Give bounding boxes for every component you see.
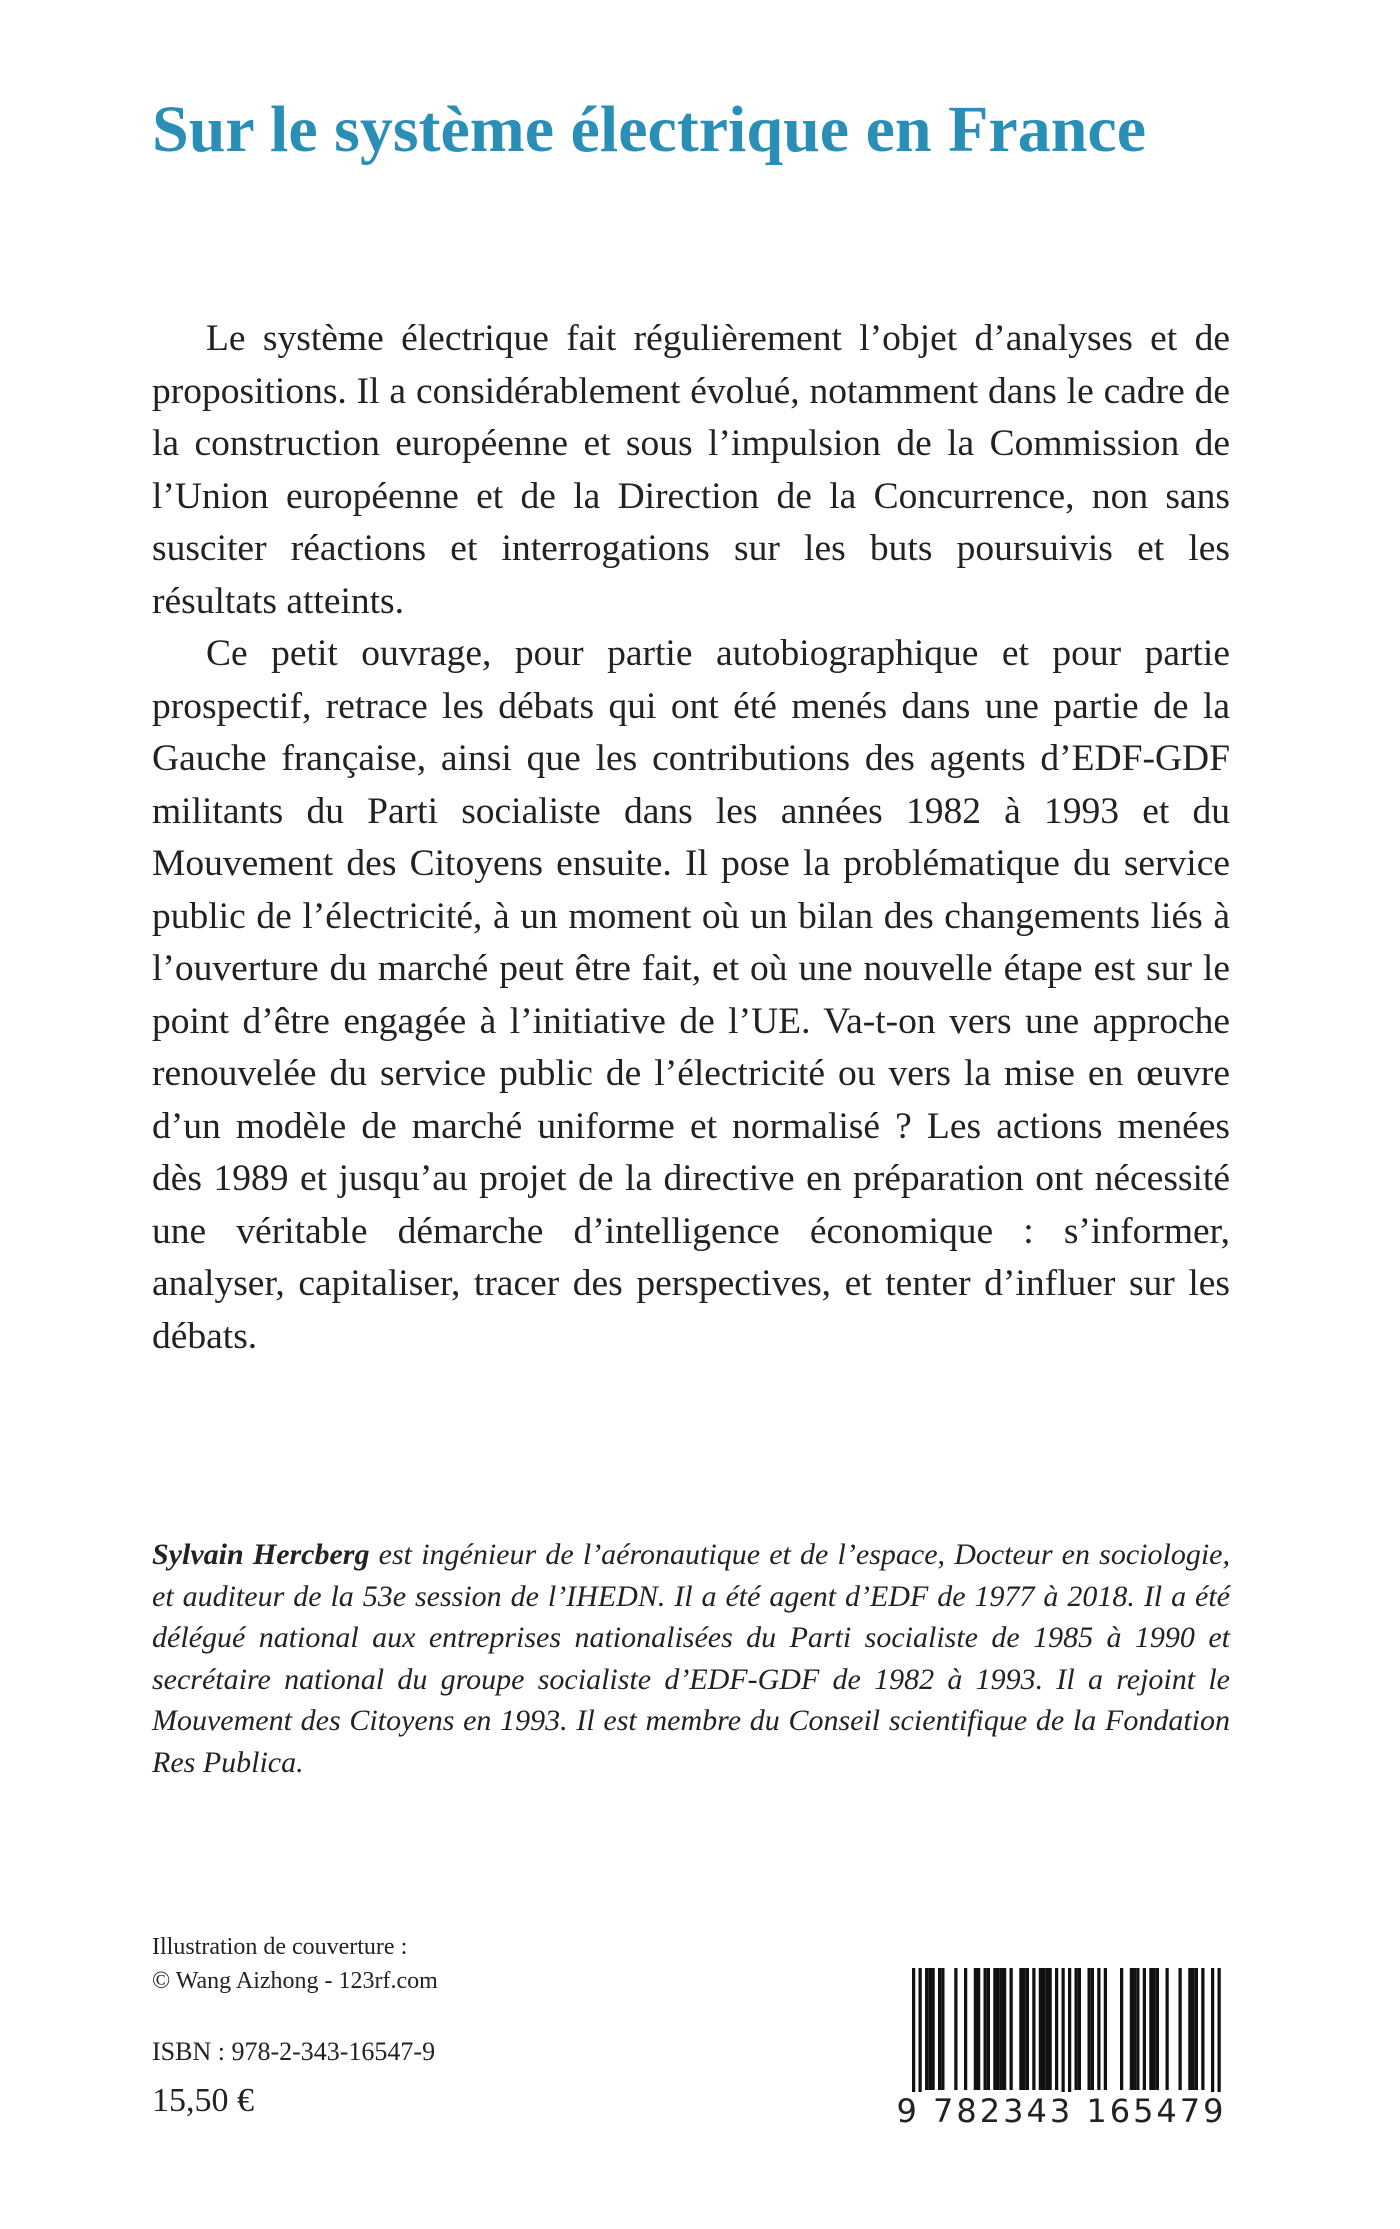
barcode-bar (1149, 1968, 1152, 2090)
barcode-bar (1091, 1968, 1094, 2090)
barcode-bar (974, 1968, 977, 2090)
barcode-bar (941, 1968, 944, 2090)
barcode-bar (1078, 1968, 1081, 2090)
barcode-bar (1136, 1968, 1139, 2090)
barcode-bar (1133, 1968, 1136, 2090)
barcode-bar (1026, 1968, 1029, 2090)
barcode-bar (932, 1968, 935, 2090)
barcode-bar (1023, 1968, 1026, 2090)
barcode-bar (1195, 1968, 1198, 2090)
barcode-bar (1143, 1968, 1146, 2090)
isbn: ISBN : 978-2-343-16547-9 (152, 2037, 436, 2066)
blurb (152, 313, 1230, 1363)
barcode-bar (1156, 1968, 1159, 2090)
barcode-bar (1088, 1968, 1091, 2090)
barcode-bar (1201, 1968, 1204, 2090)
barcode-bar (954, 1968, 957, 2090)
author-bio (152, 1534, 1230, 1783)
author-bio-text: est ingénieur de l’aéronautique et de l’espace, Docteur en sociologie, et auditeur de la 53e session de l’IHEDN. Il a été agent d’EDF de 1977 à 2018. Il a été délégué national aux entreprises nationalisées du Parti socialiste de 1985 à 1990 et secrétaire national du groupe socialiste d’EDF-GDF de 1982 à 1993. Il a rejoint le Mouvement des Citoyens en 1993. Il est membre du Conseil scientifique de la Fondation Res Publica. (152, 1538, 1230, 1779)
barcode-bar (1218, 1968, 1221, 2106)
barcode-bar (1192, 1968, 1195, 2090)
barcode-bar (1062, 1968, 1065, 2106)
barcode-bar (987, 1968, 990, 2090)
barcode-bar (997, 1968, 1000, 2090)
barcode-bar (1104, 1968, 1107, 2090)
barcode-bar (1097, 1968, 1100, 2090)
barcode-bar (1153, 1968, 1156, 2090)
credits-value: © Wang Aizhong - 123rf.com (152, 1968, 438, 1994)
barcode-bar (1120, 1968, 1123, 2090)
barcode-bar (1075, 1968, 1078, 2090)
barcode-bar (925, 1968, 928, 2090)
barcode-bar (928, 1968, 931, 2090)
barcode-bar (1032, 1968, 1035, 2090)
book-title: Sur le système électrique en France (152, 93, 1146, 166)
barcode-bar (984, 1968, 987, 2090)
credits-label: Illustration de couverture : (152, 1934, 408, 1960)
barcode-bar (1003, 1968, 1006, 2090)
barcode-bar (1068, 1968, 1071, 2106)
barcode-bar (964, 1968, 967, 2090)
barcode-bar (1211, 1968, 1214, 2106)
author-name: Sylvain Hercberg (152, 1538, 370, 1571)
barcode-bar (912, 1968, 915, 2106)
blurb-paragraph-1: Le système électrique fait régulièrement l’objet d’analyses et de propositions. Il a considérablement évolué, notamment dans le cadre de la construction européenne et sous l’impulsion de la Commission de l’Union européenne et de la Direction de la Concurrence, non sans susciter réactions et interrogations sur les buts poursuivis et les résultats atteints. (152, 318, 1230, 622)
cover-credits (152, 1930, 438, 1998)
barcode-bar (1042, 1968, 1045, 2090)
barcode-bar (919, 1968, 922, 2106)
barcode-bar (1166, 1968, 1169, 2090)
barcode-bar (1049, 1968, 1052, 2090)
barcode-bar (1179, 1968, 1182, 2090)
barcode-bar (1019, 1968, 1022, 2090)
barcode-bar (1055, 1968, 1058, 2090)
price: 15,50 € (152, 2082, 254, 2119)
barcode-bar (1188, 1968, 1191, 2090)
barcode-bar (1010, 1968, 1013, 2090)
barcode-bar (993, 1968, 996, 2090)
barcode-digits: 9 782343 165479 (896, 2092, 1227, 2130)
barcode-bar (938, 1968, 941, 2090)
barcode-bar (1000, 1968, 1003, 2090)
barcode-bar (1130, 1968, 1133, 2090)
barcode (884, 1968, 1239, 2146)
barcode-bar (977, 1968, 980, 2090)
barcode-bar (1039, 1968, 1042, 2090)
barcode-bars-icon (884, 1968, 1239, 2108)
barcode-bar (1045, 1968, 1048, 2090)
blurb-paragraph-2: Ce petit ouvrage, pour partie autobiographique et pour partie prospectif, retrace les débats qui ont été menés dans une partie de la Gauche française, ainsi que les contributions des agents d’EDF-GDF militants du Parti socialiste dans les années 1982 à 1993 et du Mouvement des Citoyens ensuite. Il pose la problématique du service public de l’électricité, à un moment où un bilan des changements liés à l’ouverture du marché peut être fait, et où une nouvelle étape est sur le point d’être engagée à l’initiative de l’UE. Va-t-on vers une approche renouvelée du service public de l’électricité ou vers la mise en œuvre d’un modèle de marché uniforme et normalisé ? Les actions menées dès 1989 et jusqu’au projet de la directive en préparation ont nécessité une véritable démarche d’intelligence économique : s’informer, analyser, capitaliser, tracer des perspectives, et tenter d’influer sur les débats. (152, 633, 1230, 1357)
